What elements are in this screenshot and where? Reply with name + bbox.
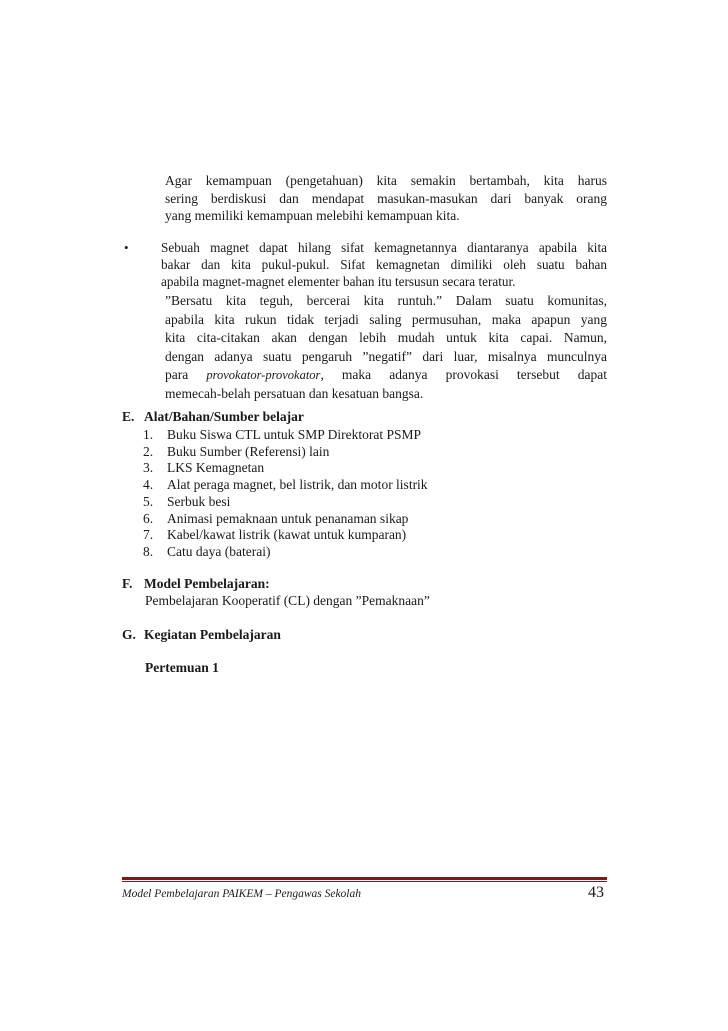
list-number: 8. bbox=[143, 543, 154, 559]
list-number: 7. bbox=[143, 527, 154, 543]
intro-line: Agar kemampuan (pengetahuan) kita semakin bertambah, kita harus bbox=[165, 173, 607, 188]
section-letter: F. bbox=[122, 576, 133, 591]
section-f-heading bbox=[122, 576, 270, 592]
quote-line: memecah-belah persatuan dan kesatuan bangsa. bbox=[165, 385, 424, 401]
list-item bbox=[143, 427, 428, 444]
list-item bbox=[143, 494, 428, 511]
footer-rule-thin bbox=[122, 881, 607, 882]
italic-term: provokator-provokator bbox=[206, 368, 321, 382]
quote-line: ”Bersatu kita teguh, bercerai kita runtuh.” Dalam suatu komunitas, bbox=[165, 293, 607, 308]
section-title: Model Pembelajaran: bbox=[144, 576, 270, 591]
bullet-line: Sebuah magnet dapat hilang sifat kemagnetannya diantaranya apabila kita bbox=[161, 240, 607, 255]
quote-paragraph bbox=[165, 292, 607, 403]
bullet-icon: • bbox=[124, 240, 129, 255]
quote-line bbox=[165, 366, 607, 385]
list-number: 4. bbox=[143, 477, 154, 493]
list-text: Kabel/kawat listrik (kawat untuk kumparan) bbox=[167, 527, 407, 543]
page-number: 43 bbox=[588, 884, 604, 901]
list-text: Buku Sumber (Referensi) lain bbox=[167, 443, 330, 459]
section-letter: E. bbox=[122, 409, 135, 424]
intro-line: yang memiliki kemampuan melebihi kemampuan kita. bbox=[165, 208, 460, 223]
section-letter: G. bbox=[122, 627, 136, 642]
section-e-heading bbox=[122, 409, 304, 425]
bullet-line: apabila magnet-magnet elementer bahan itu tersusun secara teratur. bbox=[161, 273, 516, 289]
list-number: 1. bbox=[143, 427, 154, 442]
section-title: Alat/Bahan/Sumber belajar bbox=[144, 409, 304, 424]
intro-line: sering berdiskusi dan mendapat masukan-masukan dari banyak orang bbox=[165, 190, 607, 206]
list-number: 2. bbox=[143, 443, 154, 459]
quote-line: dengan adanya suatu pengaruh ”negatif” dari luar, misalnya munculnya bbox=[165, 348, 607, 364]
list-item bbox=[143, 527, 428, 544]
quote-text: para bbox=[165, 367, 207, 382]
bullet-paragraph bbox=[161, 240, 607, 290]
list-number: 5. bbox=[143, 493, 154, 509]
materials-list bbox=[143, 427, 428, 561]
list-item bbox=[143, 511, 428, 528]
subheading-pertemuan: Pertemuan 1 bbox=[145, 660, 219, 675]
list-text: Catu daya (baterai) bbox=[167, 543, 271, 559]
footer-title: Model Pembelajaran PAIKEM – Pengawas Sekolah bbox=[122, 888, 362, 900]
list-item bbox=[143, 444, 428, 461]
list-item bbox=[143, 460, 428, 477]
list-number: 3. bbox=[143, 460, 154, 476]
intro-paragraph bbox=[165, 172, 607, 225]
list-number: 6. bbox=[143, 510, 154, 526]
list-text: Animasi pemaknaan untuk penanaman sikap bbox=[167, 510, 409, 526]
list-item bbox=[143, 477, 428, 494]
list-text: Alat peraga magnet, bel listrik, dan motor listrik bbox=[167, 477, 428, 493]
list-text: LKS Kemagnetan bbox=[167, 460, 265, 476]
section-g-heading bbox=[122, 627, 281, 643]
quote-line: kita cita-citakan akan dengan lebih mudah untuk kita capai. Namun, bbox=[165, 330, 607, 345]
quote-text: , maka adanya provokasi tersebut dapat bbox=[320, 367, 608, 382]
section-title: Kegiatan Pembelajaran bbox=[144, 627, 281, 642]
bullet-line: bakar dan kita pukul-pukul. Sifat kemagnetan dimiliki oleh suatu bahan bbox=[161, 256, 607, 272]
quote-line: apabila kita rukun tidak terjadi saling permusuhan, maka apapun yang bbox=[165, 311, 607, 327]
footer-rule bbox=[122, 877, 607, 880]
list-text: Buku Siswa CTL untuk SMP Direktorat PSMP bbox=[167, 427, 422, 442]
section-f-body: Pembelajaran Kooperatif (CL) dengan ”Pemaknaan” bbox=[145, 593, 430, 608]
list-item bbox=[143, 544, 428, 561]
list-text: Serbuk besi bbox=[167, 493, 231, 509]
